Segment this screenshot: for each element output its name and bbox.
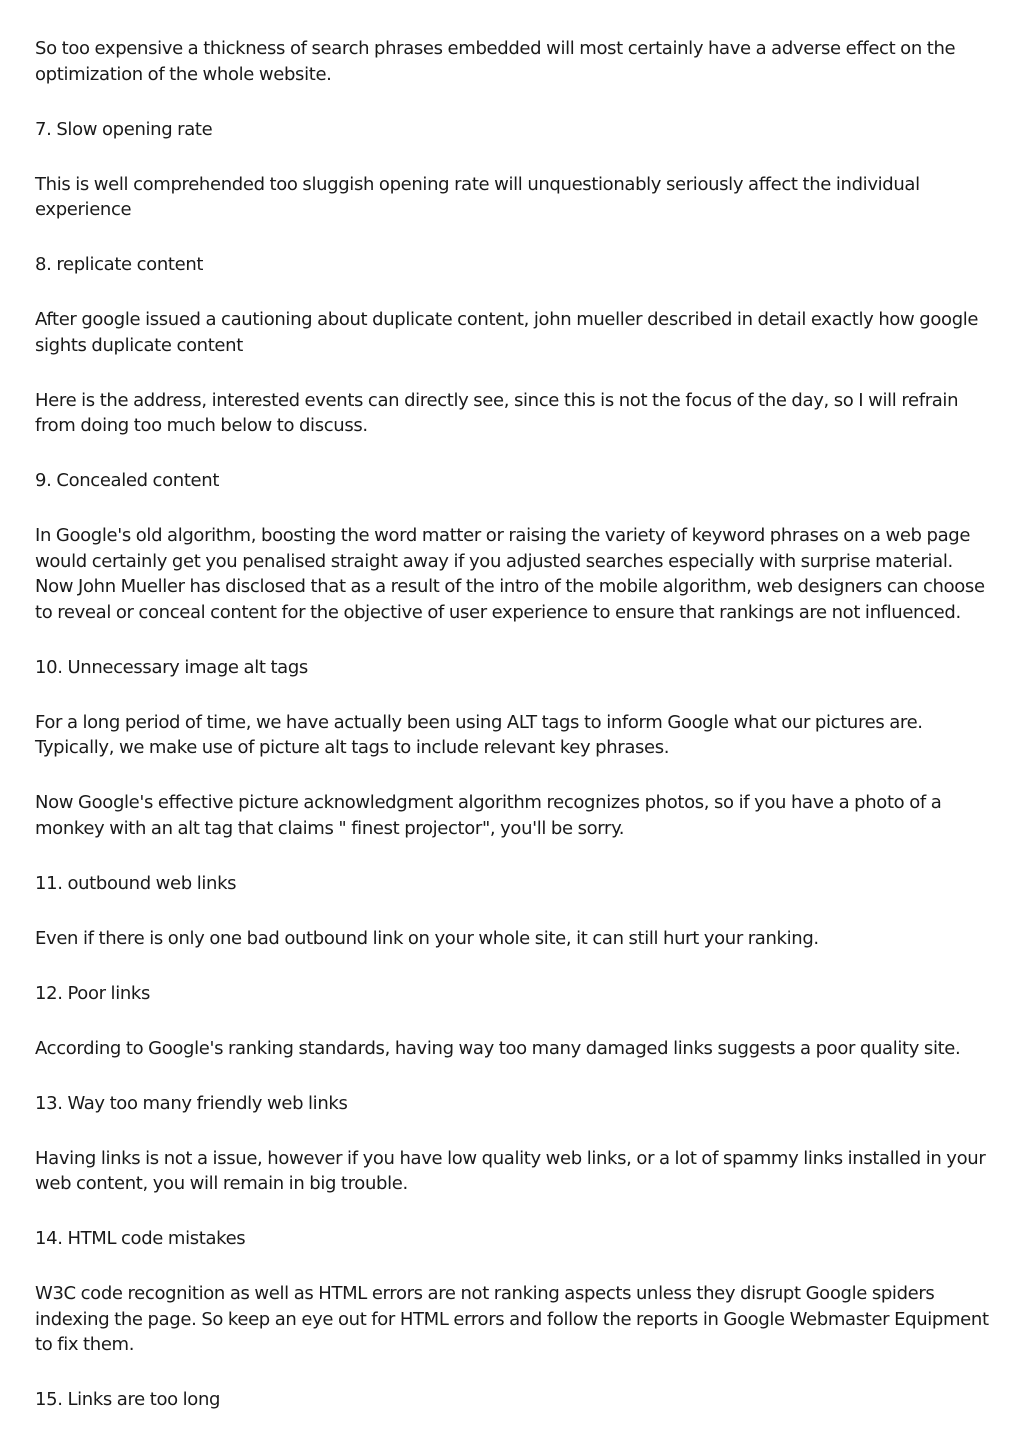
heading-concealed-content: 9. Concealed content — [35, 470, 220, 491]
paragraph-concealed-content: In Google's old algorithm, boosting the word matter or raising the variety of keyword phrases on a web page would certainly get you penalised straight away if you adjusted searches especially with surprise material. Now John Mueller has disclosed that as a result of the intro of the mobile algorithm, web designers can choose to reveal or conceal content for the objective of user experience to ensure that rankings are not influenced. — [35, 525, 985, 623]
paragraph-slow-opening-rate: This is well comprehended too sluggish opening rate will unquestionably seriously affect the individual experience — [35, 173, 920, 220]
paragraph-image-recognition: Now Google's effective picture acknowledgment algorithm recognizes photos, so if you have a photo of a monkey with an alt tag that claims " finest projector", you'll be sorry. — [35, 792, 942, 839]
paragraph-alt-tags-usage: For a long period of time, we have actually been using ALT tags to inform Google what our pictures are. Typically, we make use of picture alt tags to include relevant key phrases. — [35, 711, 923, 758]
paragraph-keyword-density: So too expensive a thickness of search phrases embedded will most certainly have a adverse effect on the optimization of the whole website. — [35, 38, 956, 85]
heading-poor-links: 12. Poor links — [35, 982, 151, 1004]
paragraph-outbound-links: Even if there is only one bad outbound link on your whole site, it can still hurt your ranking. — [35, 927, 819, 949]
heading-image-alt-tags: 10. Unnecessary image alt tags — [35, 656, 308, 678]
heading-replicate-content: 8. replicate content — [35, 254, 204, 275]
heading-friendly-links: 13. Way too many friendly web links — [35, 1092, 348, 1114]
document-body — [35, 36, 993, 1442]
paragraph-friendly-links: Having links is not a issue, however if you have low quality web links, or a lot of spammy links installed in your web content, you will remain in big trouble. — [35, 1147, 986, 1194]
heading-links-too-long: 15. Links are too long — [35, 1389, 221, 1410]
paragraph-address-note: Here is the address, interested events can directly see, since this is not the focus of the day, so I will refrain from doing too much below to discuss. — [35, 389, 959, 436]
paragraph-poor-links: According to Google's ranking standards, having way too many damaged links suggests a poor quality site. — [35, 1037, 961, 1059]
paragraph-html-mistakes: W3C code recognition as well as HTML errors are not ranking aspects unless they disrupt Google spiders indexing the page. So keep an eye out for HTML errors and follow the reports in Google Webmaster Equipment to fix them. — [35, 1283, 989, 1355]
heading-slow-opening-rate: 7. Slow opening rate — [35, 118, 213, 140]
heading-html-mistakes: 14. HTML code mistakes — [35, 1228, 246, 1249]
paragraph-duplicate-content: After google issued a cautioning about duplicate content, john mueller described in detail exactly how google sights duplicate content — [35, 309, 979, 356]
heading-outbound-links: 11. outbound web links — [35, 872, 237, 894]
